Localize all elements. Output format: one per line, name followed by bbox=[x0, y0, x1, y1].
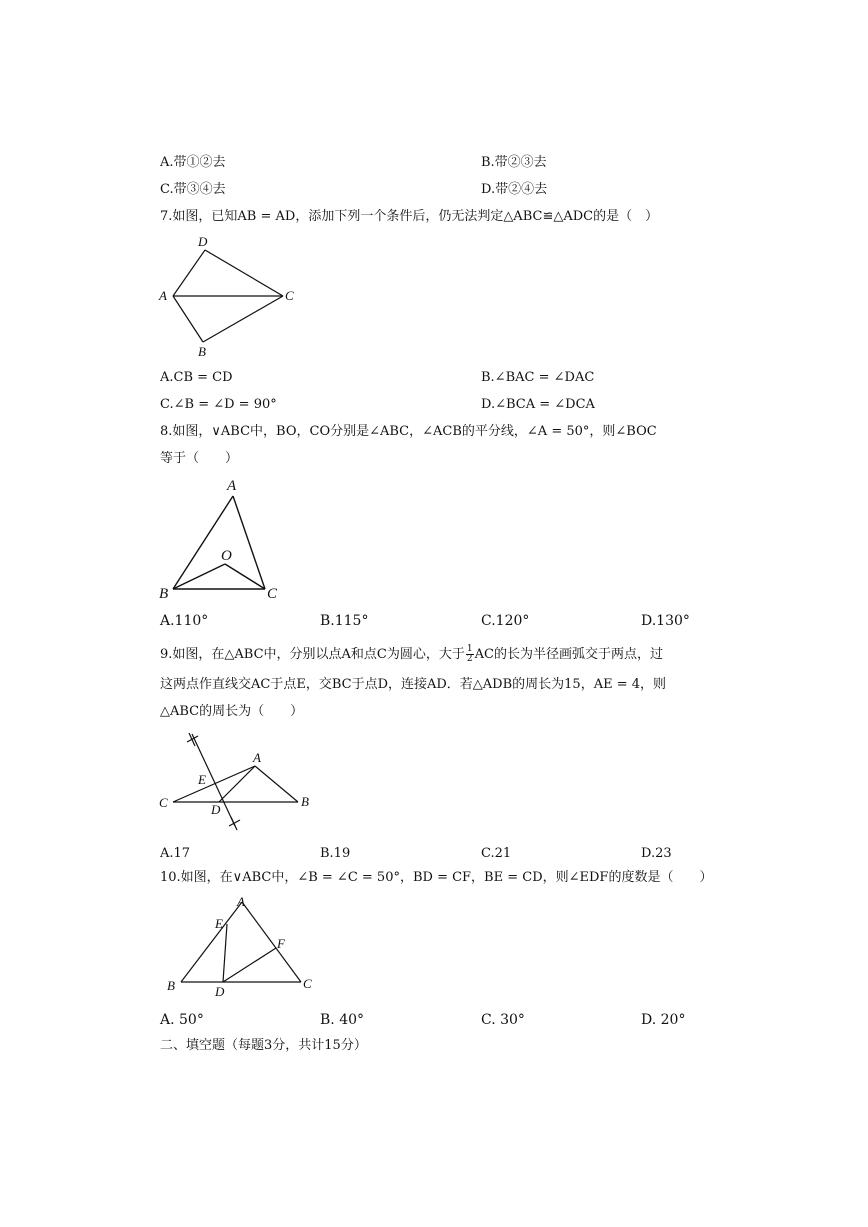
q8-label-a: A bbox=[227, 478, 237, 494]
q10-label-f: F bbox=[277, 936, 285, 951]
q6-option-a: A.带①②去 bbox=[160, 155, 226, 170]
q9-stem-part2: AC的长为半径画弧交于两点，过 bbox=[474, 647, 663, 662]
q9-label-b: B bbox=[301, 794, 309, 809]
q9-stem-line2: 这两点作直线交AC于点E，交BC于点D，连接AD．若△ADB的周长为15，AE = 4，则 bbox=[160, 677, 667, 692]
q7-stem: 7.如图，已知AB = AD，添加下列一个条件后，仍无法判定△ABC≌△ADC的是（ ） bbox=[160, 209, 659, 224]
q9-label-d: D bbox=[211, 802, 221, 817]
q8-option-a: A.110° bbox=[160, 613, 209, 629]
q7-label-c: C bbox=[285, 288, 294, 303]
q9-frac-den: 2 bbox=[466, 654, 473, 664]
q9-frac-num: 1 bbox=[466, 644, 473, 654]
q8-figure bbox=[155, 472, 295, 607]
q6-option-d: D.带②④去 bbox=[481, 182, 548, 197]
q9-option-d: D.23 bbox=[641, 846, 672, 861]
q9-label-e: E bbox=[198, 772, 206, 787]
q10-label-c: C bbox=[303, 976, 312, 991]
q10-label-b: B bbox=[167, 978, 175, 993]
q7-label-a: A bbox=[159, 288, 167, 303]
q9-stem-line3: △ABC的周长为（ ） bbox=[160, 704, 304, 719]
q8-label-c: C bbox=[267, 586, 278, 602]
q8-label-o: O bbox=[221, 548, 232, 564]
q9-stem-part1: 9.如图，在△ABC中，分别以点A和点C为圆心，大于 bbox=[160, 647, 465, 662]
q10-option-b: B. 40° bbox=[320, 1012, 365, 1028]
q9-option-b: B.19 bbox=[320, 846, 351, 861]
q9-stem-line1 bbox=[160, 645, 663, 664]
q10-label-e: E bbox=[215, 916, 223, 931]
q9-label-a: A bbox=[253, 750, 261, 765]
q7-figure bbox=[155, 230, 305, 360]
q6-option-c: C.带③④去 bbox=[160, 182, 226, 197]
q10-figure bbox=[155, 890, 325, 1000]
q7-option-d: D.∠BCA = ∠DCA bbox=[481, 397, 595, 412]
q7-option-a: A.CB = CD bbox=[160, 370, 233, 385]
q8-option-b: B.115° bbox=[320, 613, 369, 629]
q10-option-d: D. 20° bbox=[641, 1012, 686, 1028]
q10-option-c: C. 30° bbox=[481, 1012, 525, 1028]
q9-figure bbox=[155, 726, 325, 841]
q7-label-d: D bbox=[198, 234, 208, 249]
q10-option-a: A. 50° bbox=[160, 1012, 204, 1028]
q8-stem-line2: 等于（ ） bbox=[160, 451, 239, 466]
q9-fraction bbox=[466, 645, 474, 664]
q7-label-b: B bbox=[198, 344, 206, 359]
q10-stem: 10.如图，在∨ABC中，∠B = ∠C = 50°，BD = CF，BE = CD，则∠EDF的度数是（ ） bbox=[160, 870, 713, 885]
q9-option-c: C.21 bbox=[481, 846, 512, 861]
q8-label-b: B bbox=[159, 586, 169, 602]
q9-option-a: A.17 bbox=[160, 846, 191, 861]
q10-label-a: A bbox=[237, 894, 245, 909]
q8-option-d: D.130° bbox=[641, 613, 690, 629]
section2-heading: 二、填空题（每题3分，共计15分） bbox=[160, 1038, 367, 1053]
q7-option-c: C.∠B = ∠D = 90° bbox=[160, 397, 277, 412]
q10-label-d: D bbox=[215, 984, 225, 999]
q7-option-b: B.∠BAC = ∠DAC bbox=[481, 370, 595, 385]
q8-option-c: C.120° bbox=[481, 613, 530, 629]
q9-label-c: C bbox=[159, 795, 168, 810]
q8-stem-line1: 8.如图，∨ABC中，BO，CO分别是∠ABC，∠ACB的平分线，∠A = 50°，则∠BOC bbox=[160, 424, 657, 439]
q6-option-b: B.带②③去 bbox=[481, 155, 547, 170]
